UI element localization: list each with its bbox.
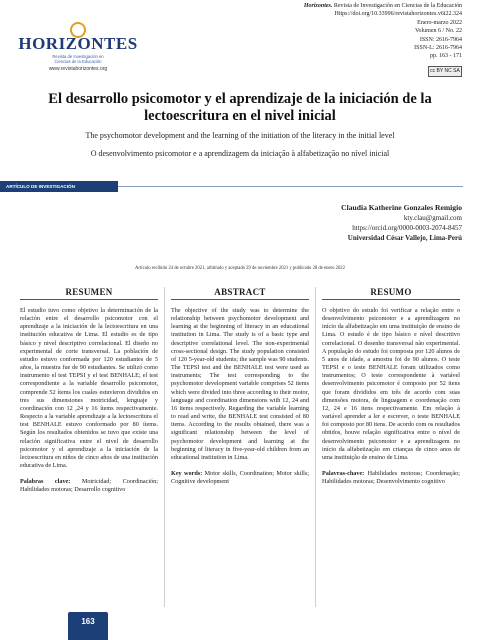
issue-period: Enero-marzo 2022 bbox=[417, 19, 462, 26]
column-divider-1 bbox=[164, 287, 165, 607]
abstract-keywords bbox=[171, 470, 309, 486]
logo-subtitle-line2: Ciencias de la Educación bbox=[54, 59, 102, 64]
resumo-keywords-label: Palavras-chave: bbox=[322, 469, 365, 477]
abstract-text: The objective of the study was to determine the relationship between psychomotor development and learning at the beginning of literacy in an educational institution in Lima. The study is of a basic type and descriptive correlational level. The non-experimental cross-sectional design. The study population consisted of 120 5-year-old students; the sample was 90 students. The TEPSI test and the BENHALE test were used as instruments; The test corresponding to the psychomotor development variable comprises 52 items which were divided into three according to their motor, language and coordination dimensions with 12, 24 and 16 items respectively. Regarding the variable learning to read and write, the BENHALE test consisted of 80 items. According to the results obtained, there was a significant relationship between the level of psychomotor development and learning at the beginning of literacy in five-year-old children from an educational institution in Lima. bbox=[171, 307, 309, 461]
abstract-column bbox=[171, 307, 309, 486]
resumen-rule bbox=[20, 299, 158, 300]
abstract-heading: ABSTRACT bbox=[214, 287, 266, 297]
logo-sun-icon bbox=[70, 22, 86, 38]
journal-name: Horizontes. bbox=[303, 3, 333, 9]
resumen-keywords bbox=[20, 478, 158, 494]
creative-commons-license-icon[interactable]: cc BY NC SA bbox=[428, 66, 462, 77]
author-name: Claudia Katherine Gonzales Remigio bbox=[341, 203, 462, 212]
author-affiliation: Universidad César Vallejo, Lima-Perú bbox=[347, 234, 462, 242]
logo-url[interactable]: www.revistahorizontes.org bbox=[48, 66, 108, 72]
page-number: 163 bbox=[68, 612, 108, 640]
resumen-keywords-text: Motricidad; Coordinación; Habilidades motoras; Desarrollo cognitivo bbox=[20, 478, 158, 494]
page-range: pp. 163 - 171 bbox=[430, 53, 462, 60]
article-dates: Artículo recibido 24 de octubre 2021, arbitrado y aceptado 29 de noviembre 2021 y publicado 28 de enero 2022 bbox=[135, 266, 345, 271]
resumo-keywords-text: Habilidades motoras; Coordenação; Habilidades motoras; Desenvolvimento cognitivo bbox=[322, 469, 460, 486]
abstract-rule bbox=[171, 299, 309, 300]
journal-title-line bbox=[162, 2, 462, 10]
abstract-keywords-label: Key words: bbox=[171, 469, 203, 477]
issn: ISSN: 2616-7964 bbox=[419, 36, 462, 43]
badge-divider bbox=[118, 186, 463, 187]
author-block bbox=[162, 203, 462, 243]
journal-name-rest: Revista de Investigación en Ciencias de la Educación bbox=[332, 3, 462, 9]
journal-logo bbox=[18, 34, 138, 72]
logo-wordmark: HORIZONTES bbox=[18, 34, 138, 53]
column-divider-2 bbox=[315, 287, 316, 607]
abstract-keywords-text: Motor skills, Coordination; Motor skills; Cognitive development bbox=[171, 469, 309, 486]
author-orcid[interactable]: https://orcid.org/0000-0003-2074-8457 bbox=[352, 224, 462, 232]
volume-number: Volumen 6 / No. 22 bbox=[414, 28, 462, 35]
resumo-column bbox=[322, 307, 460, 486]
doi-link[interactable]: Https://doi.org/10.33996/revistahorizontes.v6i22.324 bbox=[334, 11, 462, 18]
logo-subtitle-line1: Revista de Investigación en bbox=[52, 54, 104, 59]
resumo-text: O objetivo do estudo foi verificar a relação entre o desenvolvimento psicomotor e a aprendizagem no início da alfabetização em uma instituição de ensino de Lima. O estudo é de tipo básico e nível descritivo correlacional. O desenho transversal não experimental. A população do estudo foi composta por 120 alunos de 5 anos de idade, a amostra foi de 90 alunos. O teste TEPSI e o teste BENHALE foram utilizados como instrumentos; O teste correspondente à variável desenvolvimento psicomotor é composto por 52 itens que foram divididos em três de acordo com suas dimensões motora, de linguagem e coordenação com 12, 24 e 16 itens respectivamente. Em relação à variável aprender a ler e escrever, o teste BENHALE foi composto por 80 itens. De acordo com os resultados obtidos, houve relação significativa entre o nível de desenvolvimento psicomotor e a aprendizagem no início da alfabetização em crianças de cinco anos de uma instituição de ensino de Lima. bbox=[322, 307, 460, 461]
article-title-portuguese: O desenvolvimento psicomotor e a aprendizagem da iniciação à alfabetização no nível inicial bbox=[90, 149, 390, 158]
resumo-rule bbox=[322, 299, 460, 300]
resumen-column bbox=[20, 307, 158, 494]
resumo-heading: RESUMO bbox=[370, 287, 412, 297]
resumen-text: El estudio tuvo como objetivo la determinación de la relación entre el desarrollo psicomotor con el aprendizaje a la iniciación de la lectoescritura en una institución educativa de Lima. El estudio es de tipo básico y nivel descriptivo correlacional. El diseño no experimental de corte transversal. La población de estudio estuvo conformada por 120 estudiantes de 5 años, la muestra fue de 90 estudiantes. Se utilizó como instrumento el test TEPSI y el test BENHALE; el test correspondiente a la variable desarrollo psicomotor, comprende 52 ítems los cuales estuvieron divididos en tres sus dimensiones motricidad, lenguaje y coordinación con 12 ,24 y 16 ítems respectivamente. Respecto a la variable aprendizaje a la lectoescritura el test BENHALE estuvo conformado por 80 ítems. Según los resultados obtenidos se tuvo que existe una relación significativa entre el nivel de desarrollo psicomotor y el aprendizaje a la iniciación de la lectoescritura en niños de cinco años de una institución educativa de Lima. bbox=[20, 307, 158, 469]
resumo-keywords bbox=[322, 470, 460, 486]
issn-l: ISSN-L: 2616-7964 bbox=[414, 45, 462, 52]
resumen-keywords-label: Palabras clave: bbox=[20, 478, 71, 486]
article-type-badge: ARTÍCULO DE INVESTIGACIÓN bbox=[0, 181, 118, 192]
resumen-heading: RESUMEN bbox=[65, 287, 113, 297]
article-title-english: The psychomotor development and the learning of the initiation of the literacy in the initial level bbox=[85, 131, 395, 140]
article-title: El desarrollo psicomotor y el aprendizaje de la iniciación de la lectoescritura en el nivel inicial bbox=[48, 91, 432, 124]
author-email[interactable]: kty.clau@gmail.com bbox=[403, 214, 462, 222]
journal-info bbox=[162, 2, 462, 61]
